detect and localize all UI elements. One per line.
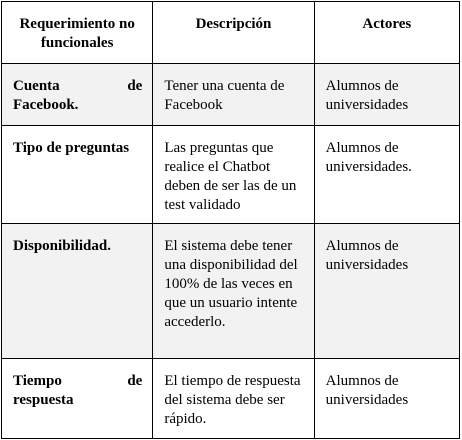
requirement-cell <box>2 359 153 439</box>
table-header-row <box>2 2 460 64</box>
requirements-table <box>1 1 460 439</box>
description-text: El tiempo de respuesta del sistema debe ser rápido. <box>164 373 301 427</box>
actors-cell <box>314 224 459 359</box>
requirement-word: de <box>127 78 143 94</box>
requirement-label: Tipo de preguntas <box>13 140 130 156</box>
requirement-first-line <box>13 77 142 96</box>
requirement-label <box>2 359 152 410</box>
table-row <box>2 64 460 126</box>
header-requirement <box>2 2 153 64</box>
actors-text: Alumnos de universidades <box>325 78 409 113</box>
requirement-word: de <box>127 373 143 389</box>
requirement-second-line: Facebook. <box>13 97 79 113</box>
table-row <box>2 359 460 439</box>
description-text: Tener una cuenta de Facebook <box>164 78 285 113</box>
requirement-first-line <box>13 372 142 391</box>
actors-text: Alumnos de universidades <box>325 238 409 273</box>
actors-cell <box>314 64 459 126</box>
description-text: El sistema debe tener una disponibilidad del 100% de las veces en que un usuario intente accederlo. <box>164 238 298 330</box>
actors-cell <box>314 359 459 439</box>
requirement-second-line: respuesta <box>13 392 74 408</box>
header-description-label: Descripción <box>195 16 272 32</box>
requirement-label: Disponibilidad. <box>13 238 111 254</box>
requirement-label <box>2 64 152 115</box>
header-requirement-label: Requerimiento no funcionales <box>19 16 135 51</box>
description-cell <box>153 126 314 224</box>
table-row <box>2 224 460 359</box>
description-cell <box>153 64 314 126</box>
actors-cell <box>314 126 459 224</box>
description-cell <box>153 224 314 359</box>
description-cell <box>153 359 314 439</box>
requirement-cell <box>2 126 153 224</box>
description-text: Las preguntas que realice el Chatbot deben de ser las de un test validado <box>164 140 297 213</box>
requirement-word: Cuenta <box>13 78 60 94</box>
header-description <box>153 2 314 64</box>
requirement-cell <box>2 224 153 359</box>
actors-text: Alumnos de universidades. <box>325 140 412 175</box>
header-actors <box>314 2 459 64</box>
requirement-word: Tiempo <box>13 373 62 389</box>
requirement-cell <box>2 64 153 126</box>
header-actors-label: Actores <box>362 16 412 32</box>
actors-text: Alumnos de universidades <box>325 373 409 408</box>
table-row <box>2 126 460 224</box>
